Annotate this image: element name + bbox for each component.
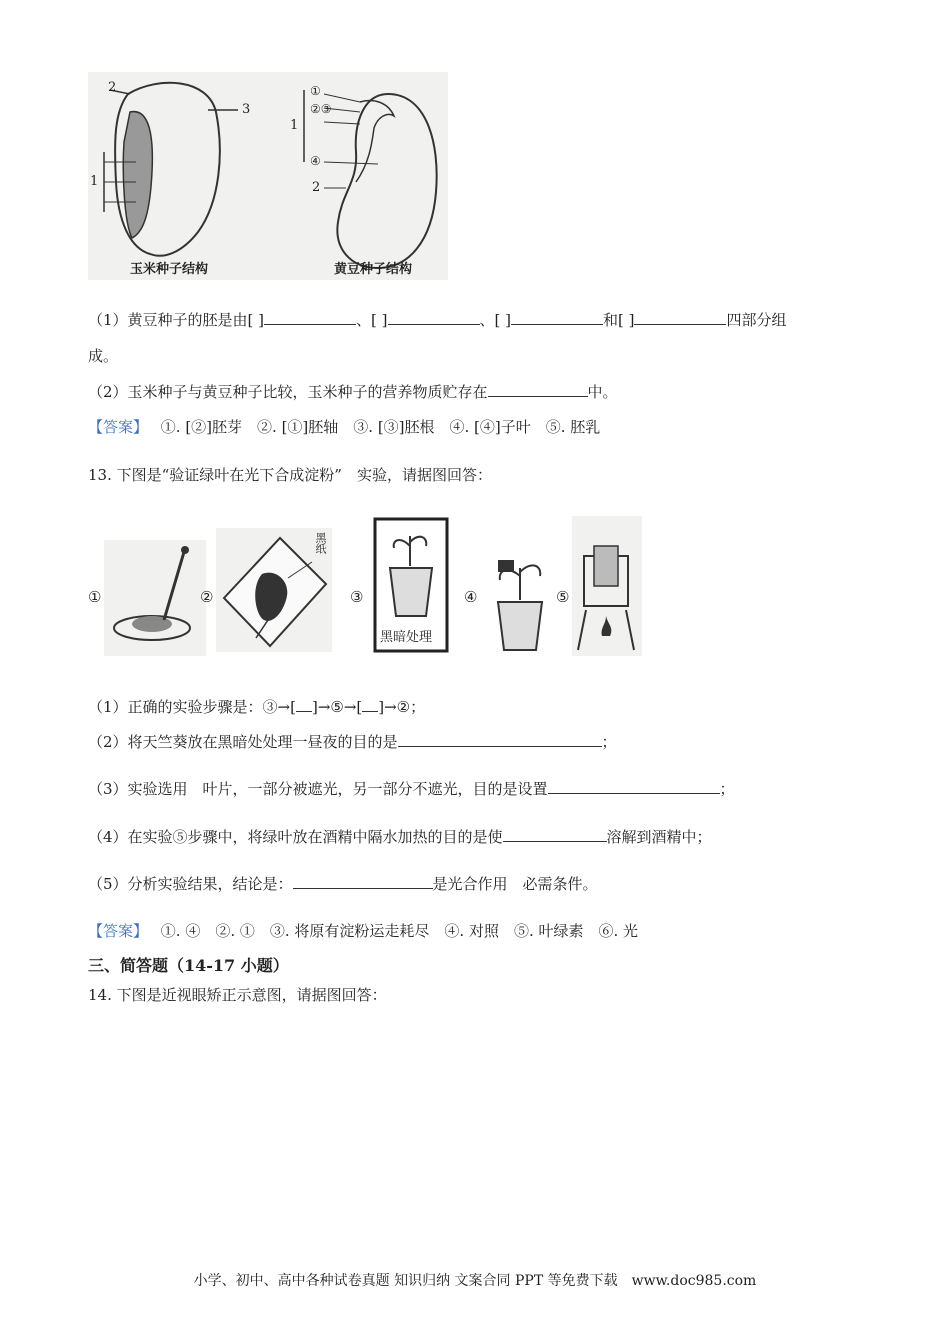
blank-3[interactable] (511, 310, 603, 325)
q12-p1-c: 、[ ] (479, 311, 511, 329)
answer-tag: 【答案】 (88, 418, 149, 436)
q12-part1 (88, 310, 787, 330)
soy-label-1: 1 (290, 118, 299, 133)
blank-2[interactable] (388, 310, 480, 325)
q13-p2-b: ； (601, 733, 617, 751)
soy-label-circle-23: ②③ (310, 102, 332, 116)
section3-heading: 三、简答题（14-17 小题） (88, 956, 289, 975)
dark-label: 黑暗处理 (380, 630, 433, 645)
step4-image (484, 540, 558, 656)
soy-label-circle-1: ① (310, 84, 321, 98)
step-label-1: ① (88, 588, 102, 606)
blank-4[interactable] (634, 310, 726, 325)
step2-image (216, 528, 332, 652)
answer-text: ①. ④ ②. ① ③. 将原有淀粉运走耗尽 ④. 对照 ⑤. 叶绿素 ⑥. 光 (160, 922, 639, 940)
blank-step-a[interactable] (296, 697, 312, 712)
q12-p2-a: （2）玉米种子与黄豆种子比较，玉米种子的营养物质贮存在 (88, 383, 488, 401)
corn-label-1: 1 (90, 174, 99, 189)
q13-part1 (88, 697, 425, 717)
q13-p3-a: （3）实验选用 叶片，一部分被遮光，另一部分不遮光，目的是设置 (88, 780, 548, 798)
blank-conclusion[interactable] (293, 874, 433, 889)
paper-label: 黑纸 (314, 532, 327, 554)
step5-image (572, 516, 642, 656)
blank-step-b[interactable] (362, 697, 378, 712)
blank-5[interactable] (488, 382, 588, 397)
q13-p2-a: （2）将天竺葵放在黑暗处处理一昼夜的目的是 (88, 733, 398, 751)
soy-label-circle-4: ④ (310, 154, 321, 168)
q13-p4-b: 溶解到酒精中； (606, 828, 712, 846)
blank-control[interactable] (548, 779, 720, 794)
q13-p5-a: （5）分析实验结果，结论是： (88, 875, 293, 893)
step-label-5: ⑤ (556, 588, 570, 606)
step-label-4: ④ (464, 588, 478, 606)
blank-pigment[interactable] (503, 827, 607, 842)
q13-part2 (88, 732, 617, 752)
q12-p1-d: 和[ ] (603, 311, 635, 329)
q12-p1-a: （1）黄豆种子的胚是由[ ] (88, 311, 265, 329)
soy-label-2: 2 (312, 180, 321, 195)
step1-image (104, 540, 206, 656)
q12-part2 (88, 382, 618, 402)
step5-drawing (572, 516, 642, 656)
q13-part5 (88, 874, 598, 894)
seed-structure-drawing (88, 72, 448, 280)
q13-p1-a: （1）正确的实验步骤是：③→[ (88, 698, 296, 716)
step4-drawing (484, 540, 558, 656)
q12-p1-e: 四部分组 (726, 311, 787, 329)
blank-purpose[interactable] (398, 732, 602, 747)
corn-label-3: 3 (242, 102, 251, 117)
blank-1[interactable] (264, 310, 356, 325)
page-footer: 小学、初中、高中各种试卷真题 知识归纳 文案合同 PPT 等免费下载 www.doc985.com (193, 1273, 757, 1289)
answer-tag: 【答案】 (88, 922, 149, 940)
q12-p2-b: 中。 (587, 383, 618, 401)
q12-p1-b: 、[ ] (356, 311, 388, 329)
q13-title: 13. 下图是“验证绿叶在光下合成淀粉” 实验，请据图回答： (88, 466, 492, 484)
q13-p1-b: ]→⑤→[ (311, 698, 363, 716)
q14-title: 14. 下图是近视眼矫正示意图，请据图回答： (88, 986, 387, 1004)
answer-text: ①. [②]胚芽 ②. [①]胚轴 ③. [③]胚根 ④. [④]子叶 ⑤. 胚乳 (160, 418, 601, 436)
q13-part4 (88, 827, 712, 847)
q13-p4-a: （4）在实验⑤步骤中，将绿叶放在酒精中隔水加热的目的是使 (88, 828, 503, 846)
q13-p5-b: 是光合作用 必需条件。 (432, 875, 598, 893)
seed-structure-figure (88, 72, 448, 280)
q13-part3 (88, 779, 735, 799)
corn-caption: 玉米种子结构 (130, 262, 209, 277)
step1-drawing (104, 540, 206, 656)
q13-answer (88, 921, 638, 941)
q12-part1-cont: 成。 (88, 347, 119, 365)
q13-p3-b: ； (719, 780, 735, 798)
soy-caption: 黄豆种子结构 (334, 262, 413, 277)
step3-image (372, 516, 450, 654)
q12-answer (88, 417, 600, 437)
step-label-3: ③ (350, 588, 364, 606)
q13-p1-c: ]→②； (378, 698, 426, 716)
corn-label-2: 2 (108, 80, 117, 95)
step-label-2: ② (200, 588, 214, 606)
